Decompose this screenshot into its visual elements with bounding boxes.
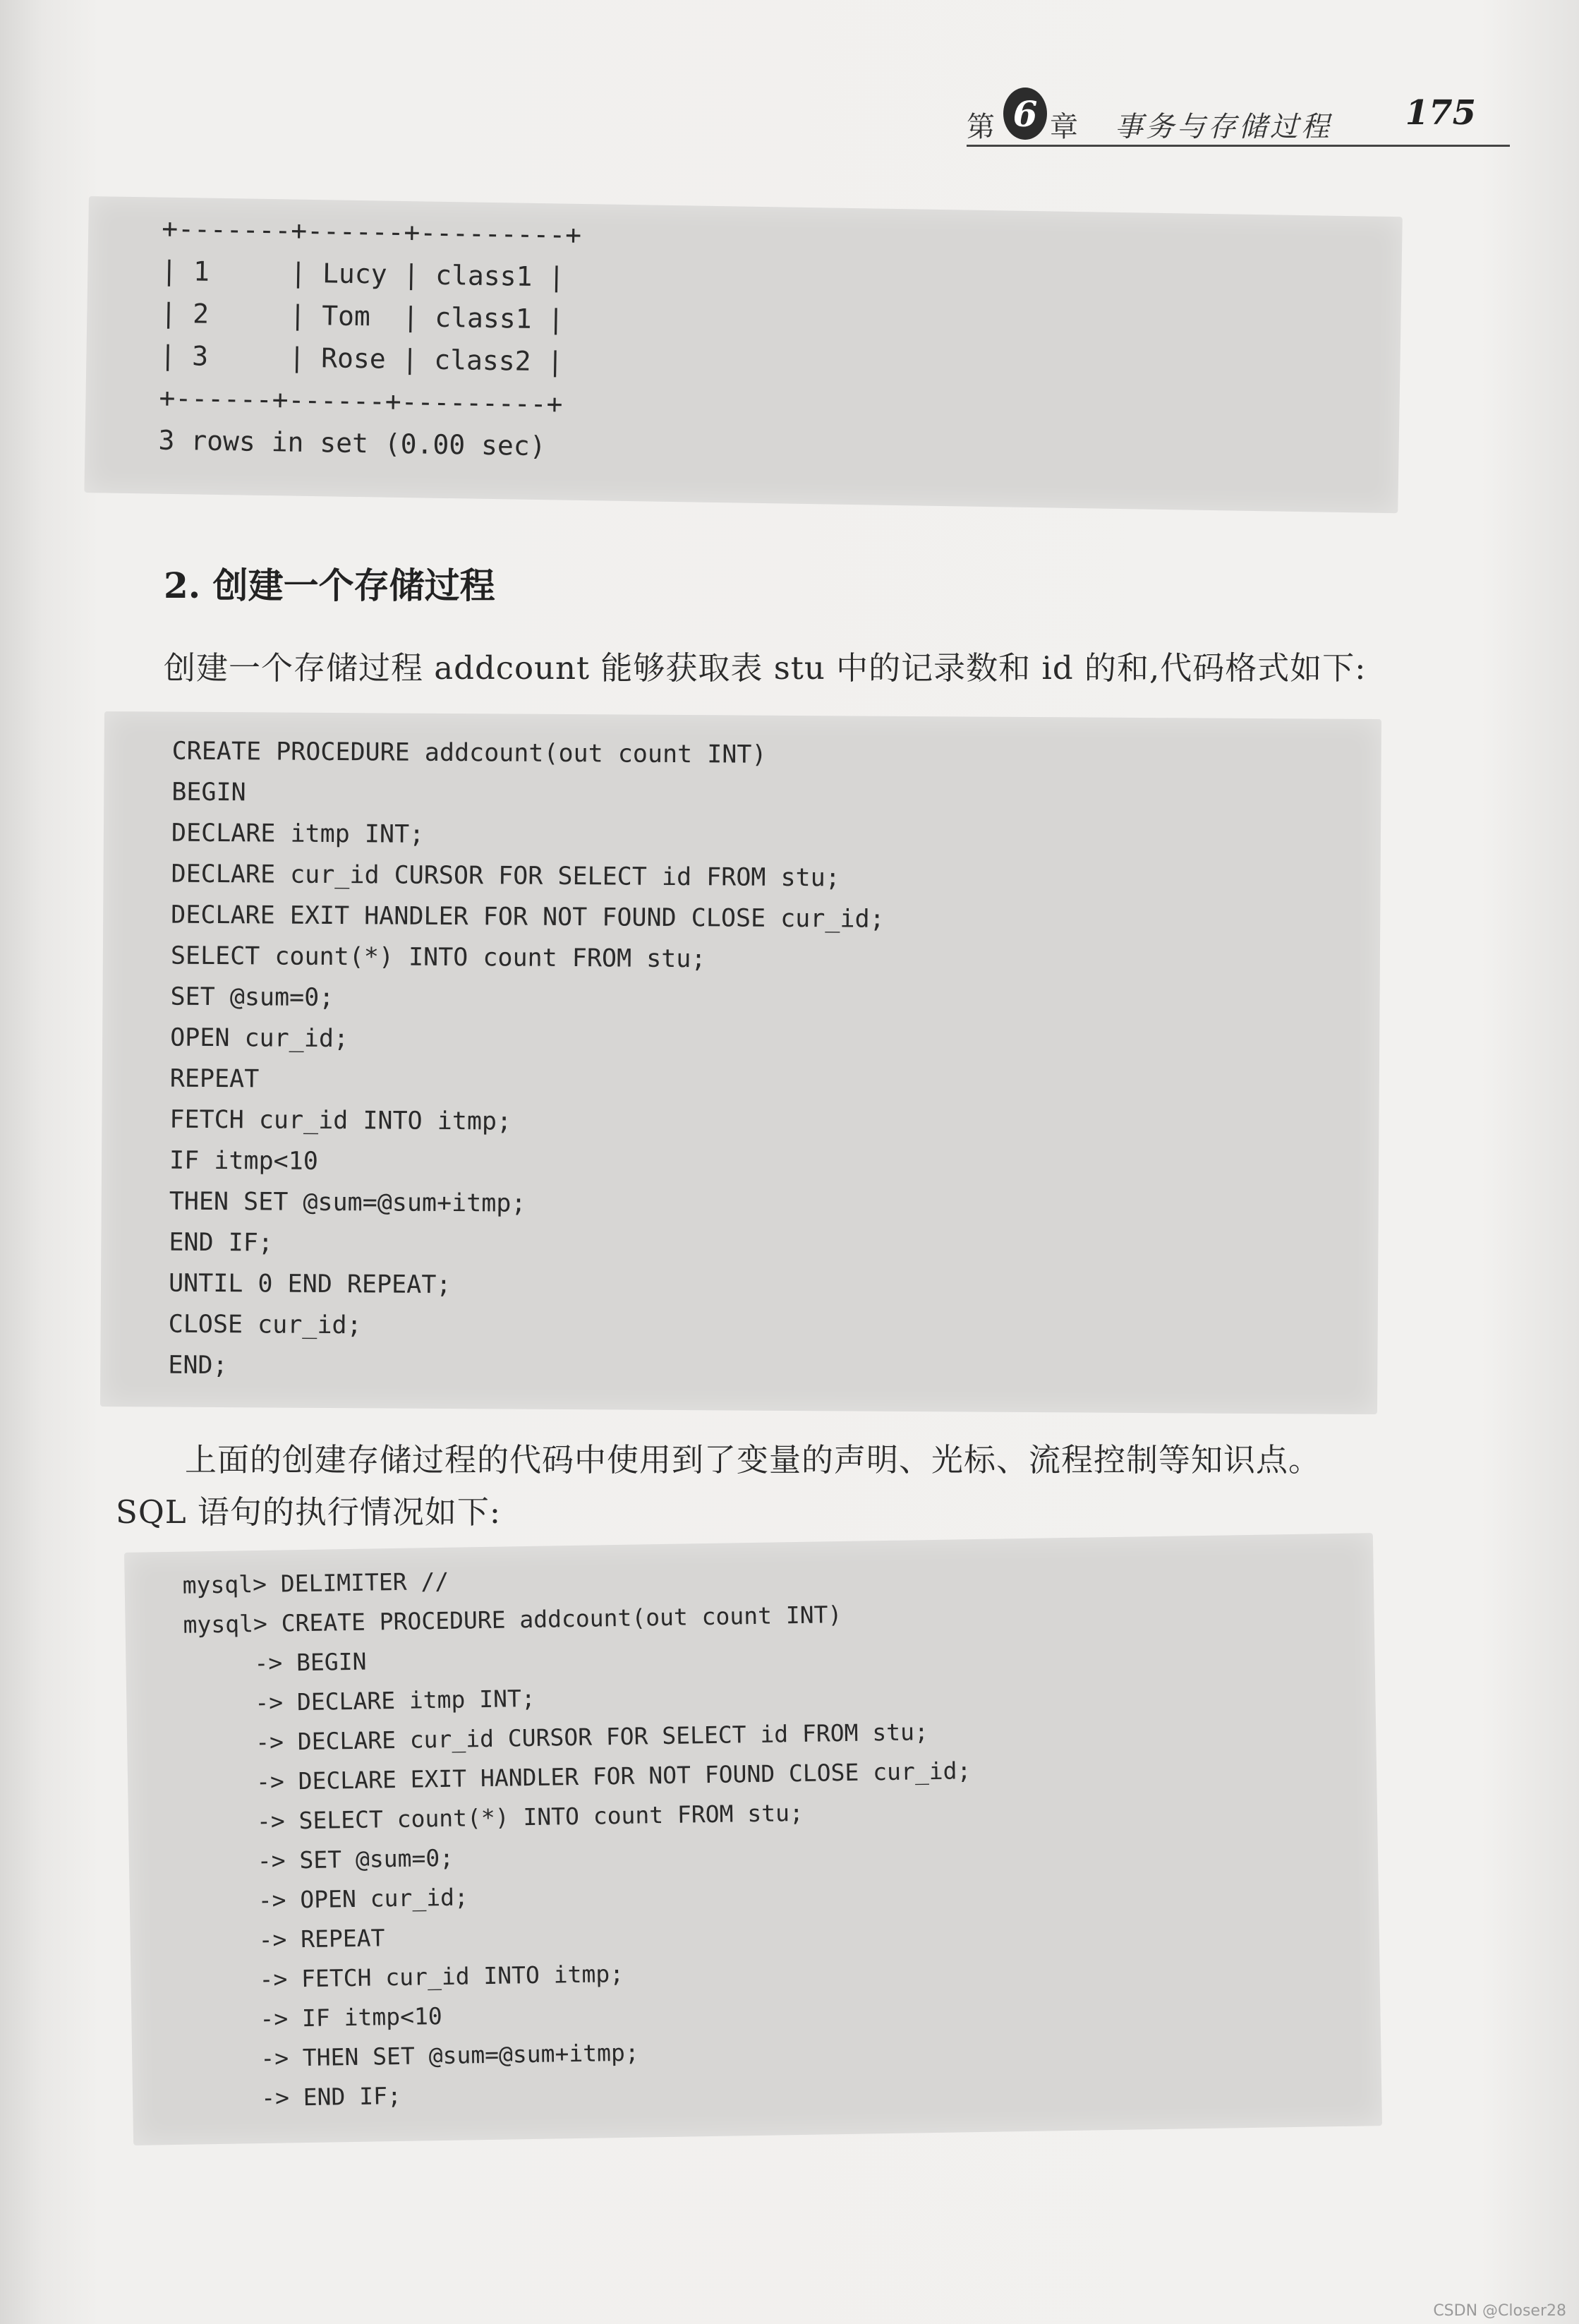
chapter-number-badge: 6 xyxy=(1003,88,1047,140)
continuation-line: -> FETCH cur_id INTO itmp; xyxy=(259,1959,624,1994)
continuation-line: -> SELECT count(*) INTO count FROM stu; xyxy=(256,1798,804,1836)
result-table-box xyxy=(84,196,1402,513)
prompt-line: mysql> DELIMITER // xyxy=(182,1567,449,1599)
section-intro: 创建一个存储过程 addcount 能够获取表 stu 中的记录数和 id 的和,代码格式如下: xyxy=(164,649,1367,687)
code-line: DECLARE cur_id CURSOR FOR SELECT id FROM stu; xyxy=(171,860,840,893)
continuation-line: -> OPEN cur_id; xyxy=(258,1883,469,1915)
header-di: 第 xyxy=(967,111,995,143)
code-line: BEGIN xyxy=(171,778,246,807)
table-border-top: +-------+------+---------+ xyxy=(161,212,582,251)
table-border-bottom: +------+------+---------+ xyxy=(159,382,563,420)
code-line: CLOSE cur_id; xyxy=(168,1310,362,1340)
procedure-code-box xyxy=(100,711,1381,1414)
chapter-title: 事务与存储过程 xyxy=(1115,111,1332,143)
code-line: THEN SET @sum=@sum+itmp; xyxy=(169,1187,526,1218)
code-line: UNTIL 0 END REPEAT; xyxy=(168,1269,452,1300)
code-line: SELECT count(*) INTO count FROM stu; xyxy=(170,941,706,974)
section-heading: 2. 创建一个存储过程 xyxy=(164,565,495,606)
code-line: END; xyxy=(168,1351,228,1380)
running-header xyxy=(967,83,1510,147)
prompt-line: mysql> CREATE PROCEDURE addcount(out count INT) xyxy=(183,1601,842,1639)
code-line: FETCH cur_id INTO itmp; xyxy=(169,1105,512,1136)
continuation-line: -> REPEAT xyxy=(258,1924,385,1954)
code-line: SET @sum=0; xyxy=(170,982,334,1012)
continuation-line: -> IF itmp<10 xyxy=(260,2002,442,2033)
table-row: | 3 | Rose | class2 | xyxy=(159,339,564,378)
table-row: | 2 | Tom | class1 | xyxy=(160,297,564,335)
explanation-line-1: 上面的创建存储过程的代码中使用到了变量的声明、光标、流程控制等知识点。 xyxy=(185,1441,1321,1479)
continuation-line: -> THEN SET @sum=@sum+itmp; xyxy=(260,2038,639,2073)
explanation-line-2: SQL 语句的执行情况如下: xyxy=(116,1493,502,1531)
code-line: END IF; xyxy=(169,1228,274,1258)
continuation-line: -> DECLARE cur_id CURSOR FOR SELECT id FROM stu; xyxy=(255,1718,929,1757)
code-line: IF itmp<10 xyxy=(169,1146,318,1176)
page-number: 175 xyxy=(1405,93,1476,133)
table-row: | 1 | Lucy | class1 | xyxy=(161,255,565,293)
continuation-line: -> DECLARE itmp INT; xyxy=(255,1684,536,1717)
code-line: CREATE PROCEDURE addcount(out count INT) xyxy=(171,737,767,769)
code-line: DECLARE itmp INT; xyxy=(171,819,425,849)
header-rule xyxy=(967,145,1510,147)
code-line: DECLARE EXIT HANDLER FOR NOT FOUND CLOSE cur_id; xyxy=(171,901,885,934)
continuation-line: -> END IF; xyxy=(260,2081,402,2112)
header-zhang: 章 xyxy=(1050,111,1078,143)
code-line: REPEAT xyxy=(169,1064,260,1094)
continuation-line: -> SET @sum=0; xyxy=(257,1843,454,1875)
code-line: OPEN cur_id; xyxy=(170,1023,349,1054)
watermark: CSDN @Closer28 xyxy=(1433,2302,1566,2320)
continuation-line: -> DECLARE EXIT HANDLER FOR NOT FOUND CLOSE cur_id; xyxy=(255,1757,972,1796)
mysql-session-box xyxy=(124,1533,1382,2145)
continuation-line: -> BEGIN xyxy=(254,1647,367,1678)
table-footer: 3 rows in set (0.00 sec) xyxy=(158,424,546,462)
